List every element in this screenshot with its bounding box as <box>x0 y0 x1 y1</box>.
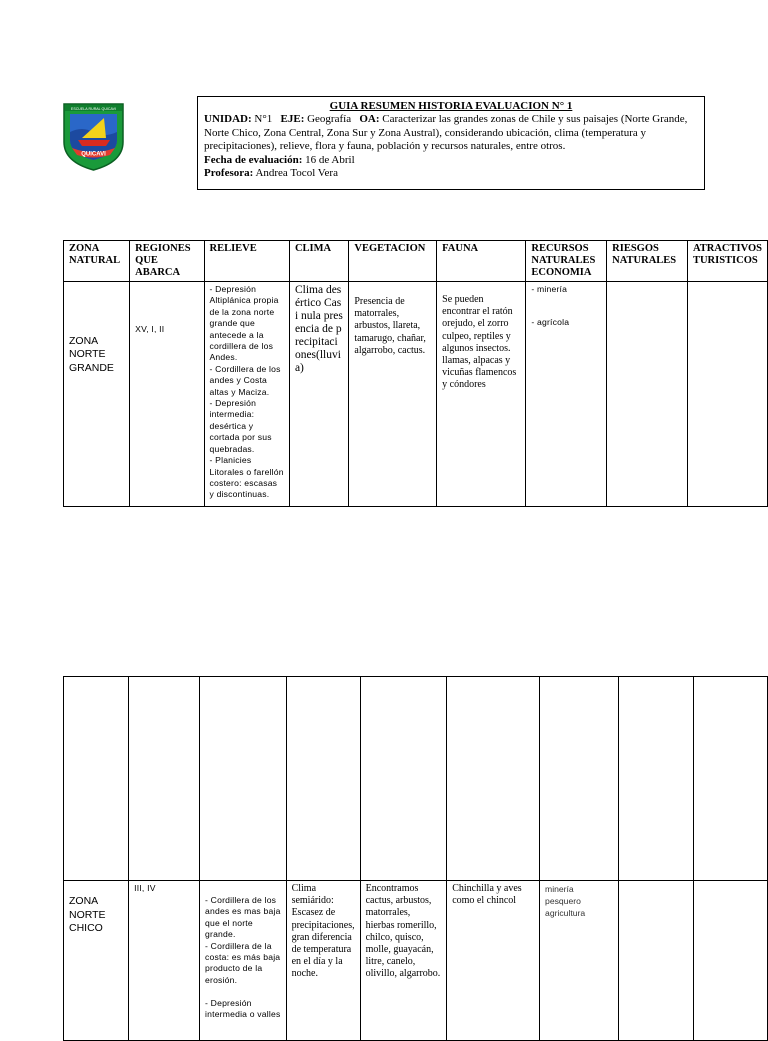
objective-text: Caracterizar las grandes zonas de Chile y sus paisajes (Norte Grande, Norte Chico, Zona Central, Zona Sur y Zona Austral), considerando ubicación, clima (temperatura y precipitaciones), relieve, flora y fauna, población y recursos naturales, entre otros. <box>204 113 688 153</box>
teacher-label: Profesora: <box>204 167 254 180</box>
header-fauna: FAUNA <box>437 241 526 282</box>
header-recursos: RECURSOS NATURALES ECONOMIA <box>526 241 607 282</box>
axis-label: EJE: <box>280 113 305 126</box>
unit-line <box>204 113 698 153</box>
resource-item: - minería <box>531 284 568 294</box>
zone-attractions <box>694 881 768 1041</box>
header-regiones: REGIONES QUE ABARCA <box>130 241 204 282</box>
zone-fauna: Chinchilla y aves como el chincol <box>447 881 540 1041</box>
table-row <box>64 282 768 507</box>
header-vegetacion: VEGETACION <box>349 241 437 282</box>
logo-name: QUICAVI <box>81 151 106 158</box>
unit-value: N°1 <box>254 113 273 126</box>
guide-title: GUIA RESUMEN HISTORIA EVALUACION N° 1 <box>329 100 573 112</box>
evaluation-date-value: 16 de Abril <box>305 153 355 166</box>
table-header-row <box>64 241 768 282</box>
zone-risks <box>619 881 694 1041</box>
header-relieve: RELIEVE <box>204 241 289 282</box>
zone-regions: XV, I, II <box>130 282 204 507</box>
table-row-empty <box>64 677 768 881</box>
zone-regions: III, IV <box>129 881 200 1041</box>
zone-risks <box>607 282 688 507</box>
unit-label: UNIDAD: <box>204 113 252 126</box>
header-clima: CLIMA <box>289 241 348 282</box>
objective-label: OA: <box>359 113 380 126</box>
boat-hull-shape <box>78 140 110 146</box>
zone-resources: minería pesquero agricultura <box>540 881 619 1041</box>
zone-vegetation: Encontramos cactus, arbustos, matorrales, hierbas romerillo, chilco, quisco, molle, guayacán, litre, canelo, olivillo, algarrobo. <box>360 881 447 1041</box>
header-zona: ZONA NATURAL <box>64 241 130 282</box>
zone-climate: Clima desértico Casi nula presencia de precipitaciones(lluvia) <box>289 282 348 507</box>
zone-attractions <box>687 282 767 507</box>
table-row <box>64 881 768 1041</box>
teacher-line <box>204 167 698 180</box>
zone-name: ZONA NORTE CHICO <box>64 881 129 1041</box>
zone-name: ZONA NORTE GRANDE <box>64 282 130 507</box>
zone-relief: - Depresión Altiplánica propia de la zona norte grande que antecede a la cordillera de los Andes. - Cordillera de los andes y Costa altas y Maciza. - Depresión intermedia: desértica y cortada por sus quebradas. - Planicies Litorales o farellón costero: escasas y discontinuas. <box>204 282 289 507</box>
zone-resources <box>526 282 607 507</box>
evaluation-date-label: Fecha de evaluación: <box>204 153 303 166</box>
teacher-name: Andrea Tocol Vera <box>255 167 338 180</box>
axis-value: Geografía <box>307 113 352 126</box>
zone-climate: Clima semiárido: Escasez de precipitaciones, gran diferencia de temperatura en el día y la noche. <box>286 881 360 1041</box>
zone-table-norte-chico <box>63 676 768 1041</box>
resource-item: - agrícola <box>531 317 570 328</box>
guide-header <box>197 96 705 190</box>
header-riesgos: RIESGOS NATURALES <box>607 241 688 282</box>
logo-top-text: ESCUELA RURAL QUICAVI <box>70 106 117 111</box>
evaluation-date-line <box>204 154 698 167</box>
school-logo <box>62 102 125 172</box>
header-atractivos: ATRACTIVOS TURISTICOS <box>687 241 767 282</box>
zone-vegetation: Presencia de matorrales, arbustos, llareta, tamarugo, chañar, algarrobo, cactus. <box>349 282 437 507</box>
zone-fauna: Se pueden encontrar el ratón orejudo, el zorro culpeo, reptiles y algunos insectos. llamas, alpacas y vicuñas flamencos y cóndores <box>437 282 526 507</box>
zone-relief: - Cordillera de los andes es mas baja que el norte grande. - Cordillera de la costa: es más baja producto de la erosión. - Depresión intermedia o valles <box>200 881 287 1041</box>
zone-table-norte-grande <box>63 240 768 507</box>
